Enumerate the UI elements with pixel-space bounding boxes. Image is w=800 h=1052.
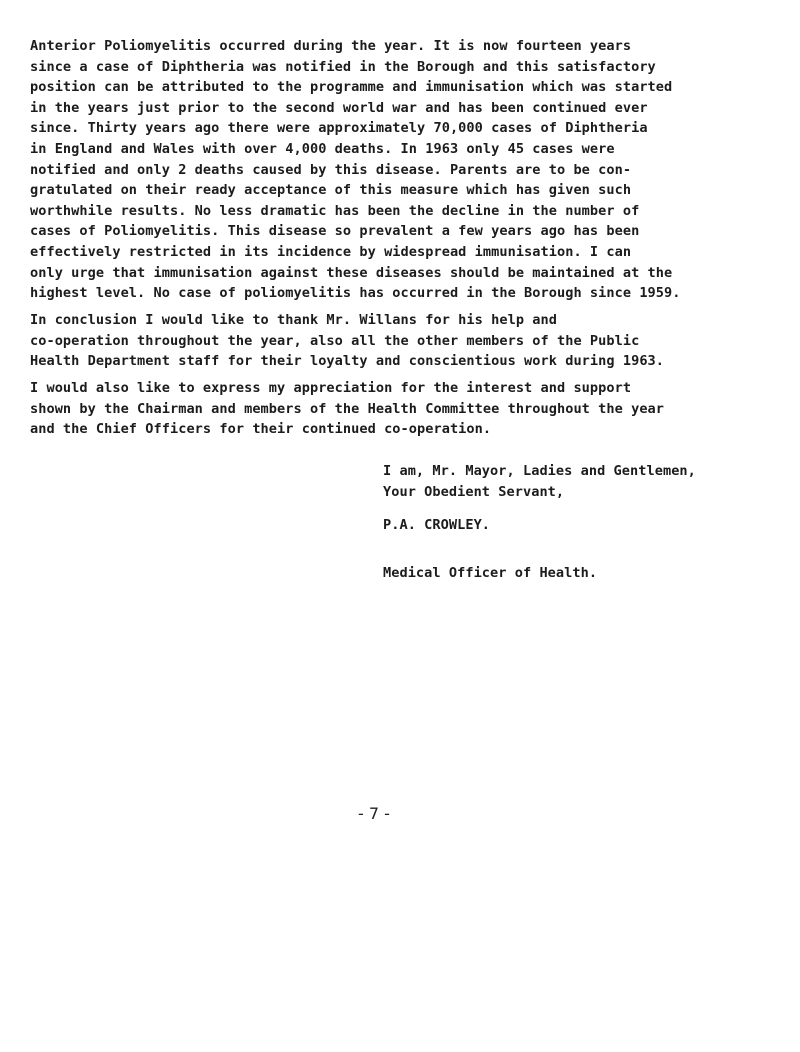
text-line: Health Department staff for their loyalty and conscientious work during 1963. xyxy=(30,353,665,370)
text-line: since. Thirty years ago there were approximately 70,000 cases of Diphtheria xyxy=(30,120,648,137)
text-line: since a case of Diphtheria was notified in the Borough and this satisfactory xyxy=(30,58,656,75)
signature-title: Medical Officer of Health. xyxy=(383,565,598,581)
text-line: I would also like to express my appreciation for the interest and support xyxy=(30,380,632,396)
text-line: only urge that immunisation against these diseases should be maintained at the xyxy=(30,264,673,281)
text-line: effectively restricted in its incidence by widespread immunisation. I can xyxy=(30,243,632,260)
paragraph-appreciation xyxy=(30,378,790,440)
signature-block xyxy=(383,515,783,536)
page-number: - 7 - xyxy=(358,804,390,823)
signature-title-block xyxy=(383,563,783,584)
text-line: notified and only 2 deaths caused by this disease. Parents are to be con- xyxy=(30,161,632,178)
text-line: cases of Poliomyelitis. This disease so prevalent a few years ago has been xyxy=(30,223,640,240)
closing-salutation xyxy=(383,461,783,502)
text-line: position can be attributed to the programme and immunisation which was started xyxy=(30,79,673,96)
text-line: shown by the Chairman and members of the Health Committee throughout the year xyxy=(30,400,665,417)
text-line: In conclusion I would like to thank Mr. Willans for his help and xyxy=(30,312,557,328)
paragraph-diphtheria-poliomyelitis xyxy=(30,36,790,304)
text-line: co-operation throughout the year, also all the other members of the Public xyxy=(30,332,640,349)
text-line: in the years just prior to the second world war and has been continued ever xyxy=(30,99,648,116)
signature-name: P.A. CROWLEY. xyxy=(383,517,491,533)
text-line: worthwhile results. No less dramatic has been the decline in the number of xyxy=(30,202,640,219)
text-line: Anterior Poliomyelitis occurred during the year. It is now fourteen years xyxy=(30,38,632,54)
closing-line: Your Obedient Servant, xyxy=(383,483,565,500)
text-line: and the Chief Officers for their continued co-operation. xyxy=(30,421,492,438)
paragraph-conclusion-thanks xyxy=(30,310,790,372)
text-line: in England and Wales with over 4,000 deaths. In 1963 only 45 cases were xyxy=(30,140,615,157)
text-line: gratulated on their ready acceptance of this measure which has given such xyxy=(30,182,632,199)
closing-line: I am, Mr. Mayor, Ladies and Gentlemen, xyxy=(383,463,696,479)
text-line: highest level. No case of poliomyelitis has occurred in the Borough since 1959. xyxy=(30,285,681,302)
